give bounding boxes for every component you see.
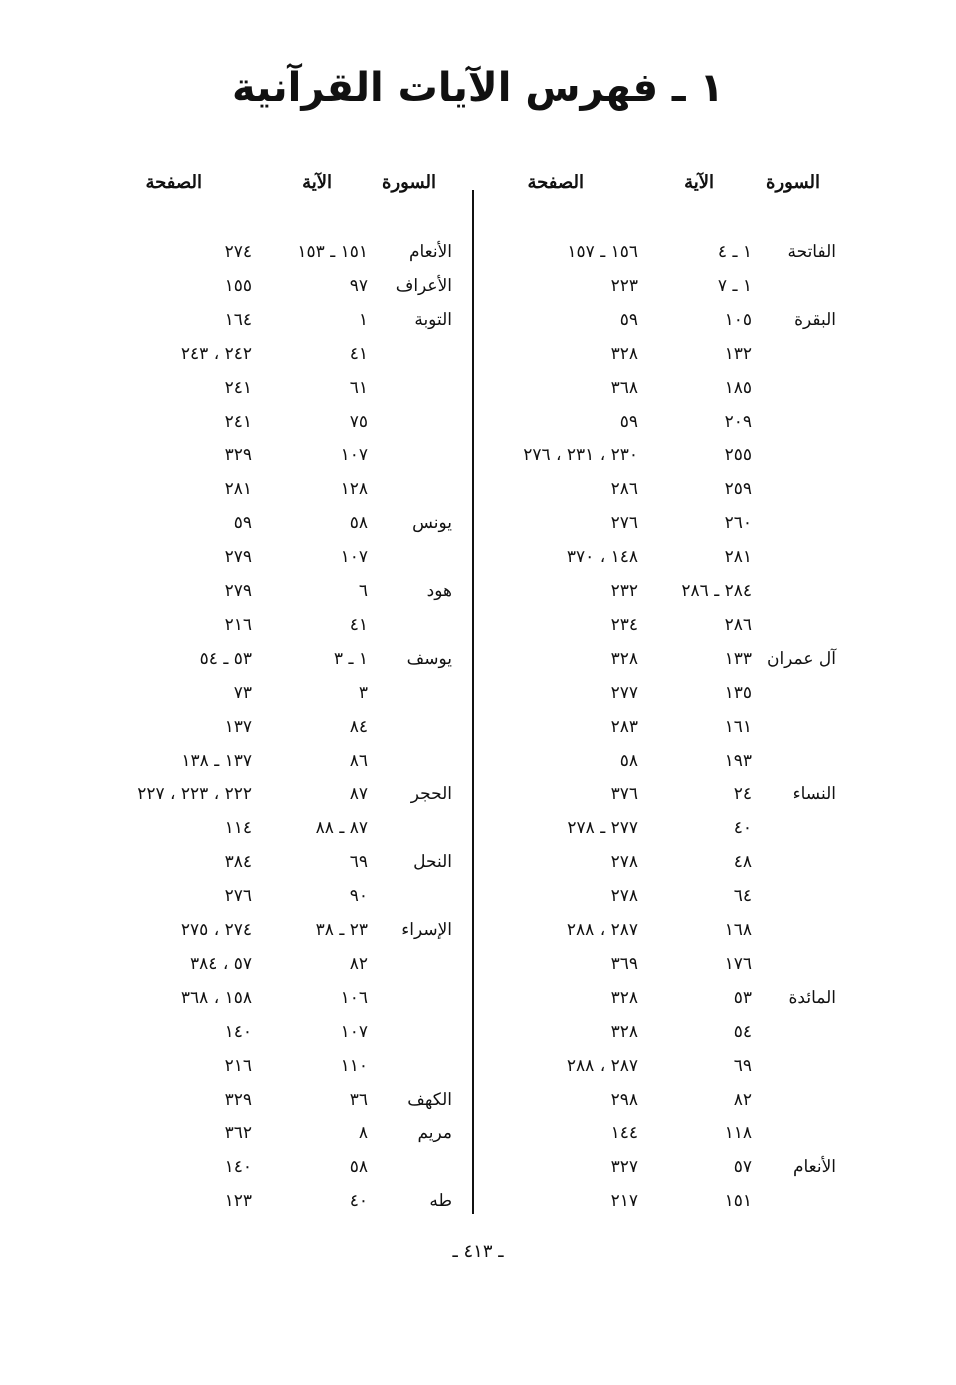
aya-cell: ٨٤: [349, 716, 368, 737]
index-column-left: [100, 0, 472, 1385]
aya-cell: ٨٧ ـ ٨٨: [315, 818, 368, 839]
page-cell: ٢١٧: [610, 1191, 638, 1212]
aya-cell: ٩٠: [349, 886, 368, 907]
aya-cell: ٤٠: [349, 1191, 368, 1212]
page-cell: ١٤٠: [224, 1021, 252, 1042]
index-column-right: [480, 0, 880, 1385]
page-cell: ٧٣: [233, 682, 252, 703]
aya-cell: ٣: [358, 682, 368, 703]
sura-cell: الحجر: [410, 784, 452, 805]
page-cell: ٣٧٦: [610, 784, 638, 805]
page-cell: ١٥٦ ـ ١٥٧: [567, 242, 638, 262]
table-row: [100, 274, 472, 308]
table-row: [480, 1189, 880, 1223]
aya-cell: ١٥١: [724, 1191, 752, 1212]
table-row: [480, 545, 880, 579]
aya-cell: ٦٤: [733, 886, 752, 907]
table-row: [480, 715, 880, 749]
aya-cell: ٢٣ ـ ٣٨: [315, 920, 368, 940]
sura-cell: البقرة: [794, 309, 836, 330]
aya-cell: ٨٢: [349, 953, 368, 974]
table-row: [480, 1155, 880, 1189]
table-row: [100, 443, 472, 477]
table-row: [480, 613, 880, 647]
aya-cell: ٢٨٤ ـ ٢٨٦: [681, 581, 752, 601]
page-cell: ٢٧٨: [610, 852, 638, 873]
table-row: [100, 240, 472, 274]
table-row: [480, 1121, 880, 1155]
table-row: [100, 1054, 472, 1088]
table-row: [100, 986, 472, 1020]
table-row: [100, 782, 472, 816]
table-row: [480, 1088, 880, 1122]
aya-cell: ٤٠: [733, 818, 752, 839]
page-cell: ٣٢٨: [610, 987, 638, 1008]
aya-cell: ٥٤: [733, 1021, 752, 1042]
table-row: [480, 376, 880, 410]
header-page: الصفحة: [145, 172, 202, 193]
aya-cell: ١١٨: [724, 1123, 752, 1144]
aya-cell: ٢٨٦: [724, 614, 752, 635]
aya-cell: ٥٨: [349, 513, 368, 534]
aya-cell: ١٥١ ـ ١٥٣: [297, 242, 368, 262]
table-row: [100, 715, 472, 749]
aya-cell: ١٠٧: [340, 445, 368, 466]
aya-cell: ٤١: [349, 343, 368, 364]
page-cell: ٢٢٣: [610, 275, 638, 296]
aya-cell: ١٧٦: [724, 953, 752, 974]
sura-cell: النحل: [413, 852, 452, 873]
table-row: [100, 1155, 472, 1189]
table-row: [100, 376, 472, 410]
aya-cell: ٢٤: [733, 784, 752, 805]
page-cell: ٢٧٩: [224, 581, 252, 601]
sura-cell: المائدة: [788, 987, 836, 1008]
aya-cell: ١٣٣: [724, 648, 752, 669]
page-cell: ٢٣٠ ، ٢٣١ ، ٢٧٦: [523, 445, 638, 466]
page-cell: ١٥٥: [224, 275, 252, 296]
aya-cell: ١٠٧: [340, 547, 368, 568]
page-cell: ٣٢٨: [610, 343, 638, 364]
table-row: [480, 952, 880, 986]
table-row: [100, 952, 472, 986]
sura-cell: التوبة: [414, 309, 452, 330]
table-row: [100, 1020, 472, 1054]
table-row: [480, 511, 880, 545]
aya-cell: ١: [358, 309, 368, 330]
page-cell: ٢٨١: [224, 479, 252, 500]
table-row: [480, 579, 880, 613]
page-cell: ٣٦٩: [610, 953, 638, 974]
page-cell: ٢٧٧ ـ ٢٧٨: [567, 818, 638, 839]
page-cell: ٢٨٧ ، ٢٨٨: [566, 920, 638, 940]
page-number: ـ ٤١٣ ـ: [452, 1241, 504, 1262]
table-row: [480, 884, 880, 918]
sura-cell: يوسف: [406, 648, 452, 669]
table-row: [480, 342, 880, 376]
aya-cell: ٥٨: [349, 1157, 368, 1178]
aya-cell: ٨٦: [349, 750, 368, 771]
aya-cell: ١٢٨: [340, 479, 368, 500]
header-aya: الآية: [302, 172, 332, 193]
page-cell: ٢٧٦: [224, 886, 252, 907]
header-sura: السورة: [766, 172, 820, 193]
table-row: [100, 308, 472, 342]
table-row: [100, 647, 472, 681]
aya-cell: ٥٣: [733, 987, 752, 1008]
aya-cell: ١٠٥: [724, 309, 752, 330]
sura-cell: مريم: [417, 1123, 452, 1144]
page-cell: ٢٣٢: [610, 581, 638, 601]
table-row: [100, 511, 472, 545]
page-cell: ٣٢٨: [610, 648, 638, 669]
page-cell: ٣٢٨: [610, 1021, 638, 1042]
sura-cell: طه: [429, 1191, 452, 1212]
table-row: [480, 1020, 880, 1054]
table-row: [100, 579, 472, 613]
aya-cell: ٥٧: [733, 1157, 752, 1178]
page-cell: ١٣٧: [224, 716, 252, 737]
table-row: [480, 782, 880, 816]
sura-cell: الأنعام: [792, 1157, 836, 1178]
table-row: [100, 477, 472, 511]
page-cell: ٢٨٣: [610, 716, 638, 737]
header-aya: الآية: [684, 172, 714, 193]
table-row: [100, 816, 472, 850]
page-cell: ٥٧ ، ٣٨٤: [190, 953, 252, 974]
page-cell: ٣٢٩: [224, 1089, 252, 1110]
aya-cell: ١٩٣: [724, 750, 752, 771]
page-cell: ١٢٣: [224, 1191, 252, 1212]
page-cell: ٢٨٧ ، ٢٨٨: [566, 1055, 638, 1076]
column-divider: [472, 190, 474, 1214]
aya-cell: ١٠٦: [340, 987, 368, 1008]
page-cell: ٥٩: [619, 411, 638, 432]
table-row: [100, 918, 472, 952]
aya-cell: ٨: [358, 1123, 368, 1144]
page-cell: ٥٩: [233, 513, 252, 534]
table-row: [100, 749, 472, 783]
aya-cell: ١ ـ ٧: [717, 275, 752, 296]
table-row: [100, 1088, 472, 1122]
table-row: [100, 1121, 472, 1155]
page-cell: ٥٣ ـ ٥٤: [199, 648, 252, 669]
table-row: [480, 681, 880, 715]
aya-cell: ١١٠: [340, 1055, 368, 1076]
sura-cell: الفاتحة: [787, 242, 836, 262]
page-cell: ١٤٨ ، ٣٧٠: [566, 547, 638, 568]
table-row: [480, 850, 880, 884]
table-row: [480, 1054, 880, 1088]
aya-cell: ٧٥: [349, 411, 368, 432]
sura-cell: هود: [426, 581, 452, 601]
sura-cell: النساء: [792, 784, 836, 805]
page-cell: ٢٧٨: [610, 886, 638, 907]
page-cell: ٢٧٤ ، ٢٧٥: [180, 920, 252, 940]
page-cell: ٢٧٩: [224, 547, 252, 568]
sura-cell: آل عمران: [766, 648, 836, 669]
page-cell: ٢٧٤: [224, 242, 252, 262]
table-row: [100, 1189, 472, 1223]
aya-cell: ٦٩: [349, 852, 368, 873]
aya-cell: ٦٩: [733, 1055, 752, 1076]
aya-cell: ٢٦٠: [724, 513, 752, 534]
page-cell: ٢٢٢ ، ٢٢٣ ، ٢٢٧: [137, 784, 252, 805]
page-cell: ٢٩٨: [610, 1089, 638, 1110]
table-row: [480, 986, 880, 1020]
table-row: [480, 918, 880, 952]
aya-cell: ١٦١: [724, 716, 752, 737]
aya-cell: ٦: [358, 581, 368, 601]
aya-cell: ٤٨: [733, 852, 752, 873]
page-cell: ١٥٨ ، ٣٦٨: [180, 987, 252, 1008]
page-cell: ٥٩: [619, 309, 638, 330]
header-sura: السورة: [382, 172, 436, 193]
aya-cell: ١٣٥: [724, 682, 752, 703]
page-cell: ٣٨٤: [224, 852, 252, 873]
sura-cell: الإسراء: [401, 920, 452, 940]
page-cell: ١١٤: [224, 818, 252, 839]
aya-cell: ١ ـ ٤: [717, 242, 752, 262]
table-row: [480, 477, 880, 511]
page-cell: ٢١٦: [224, 1055, 252, 1076]
table-row: [480, 749, 880, 783]
aya-cell: ٣٦: [349, 1089, 368, 1110]
page-cell: ٢٧٧: [610, 682, 638, 703]
page-cell: ١٤٤: [610, 1123, 638, 1144]
page-cell: ٣٢٧: [610, 1157, 638, 1178]
page-cell: ٣٦٨: [610, 377, 638, 398]
sura-cell: يونس: [412, 513, 452, 534]
page-cell: ٢٤١: [224, 377, 252, 398]
aya-cell: ٢٠٩: [724, 411, 752, 432]
aya-cell: ٤١: [349, 614, 368, 635]
page-title: ١ ـ فهرس الآيات القرآنية: [232, 65, 724, 111]
aya-cell: ١ ـ ٣: [333, 648, 368, 669]
aya-cell: ٢٨١: [724, 547, 752, 568]
table-row: [480, 816, 880, 850]
table-row: [480, 274, 880, 308]
table-row: [480, 443, 880, 477]
table-row: [480, 308, 880, 342]
table-row: [100, 545, 472, 579]
page-cell: ٢٨٦: [610, 479, 638, 500]
sura-cell: الأعراف: [395, 275, 452, 296]
table-row: [100, 410, 472, 444]
aya-cell: ٨٧: [349, 784, 368, 805]
page-cell: ٣٢٩: [224, 445, 252, 466]
page-cell: ٢٣٤: [610, 614, 638, 635]
aya-cell: ٢٥٩: [724, 479, 752, 500]
aya-cell: ١٨٥: [724, 377, 752, 398]
table-row: [480, 647, 880, 681]
page-cell: ١٤٠: [224, 1157, 252, 1178]
aya-cell: ١٦٨: [724, 920, 752, 940]
aya-cell: ١٣٢: [724, 343, 752, 364]
aya-cell: ١٠٧: [340, 1021, 368, 1042]
header-page: الصفحة: [527, 172, 584, 193]
aya-cell: ٩٧: [349, 275, 368, 296]
table-row: [100, 342, 472, 376]
page-cell: ٥٨: [619, 750, 638, 771]
page-cell: ٢٤١: [224, 411, 252, 432]
page-cell: ٢٤٢ ، ٢٤٣: [180, 343, 252, 364]
table-row: [100, 613, 472, 647]
page-cell: ٢١٦: [224, 614, 252, 635]
sura-cell: الأنعام: [408, 242, 452, 262]
page-cell: ٣٦٢: [224, 1123, 252, 1144]
sura-cell: الكهف: [407, 1089, 452, 1110]
table-row: [480, 410, 880, 444]
table-row: [100, 850, 472, 884]
table-row: [480, 240, 880, 274]
page-cell: ١٣٧ ـ ١٣٨: [181, 750, 252, 771]
aya-cell: ٦١: [349, 377, 368, 398]
table-row: [100, 884, 472, 918]
page-cell: ١٦٤: [224, 309, 252, 330]
table-row: [100, 681, 472, 715]
aya-cell: ٢٥٥: [724, 445, 752, 466]
page-cell: ٢٧٦: [610, 513, 638, 534]
aya-cell: ٨٢: [733, 1089, 752, 1110]
